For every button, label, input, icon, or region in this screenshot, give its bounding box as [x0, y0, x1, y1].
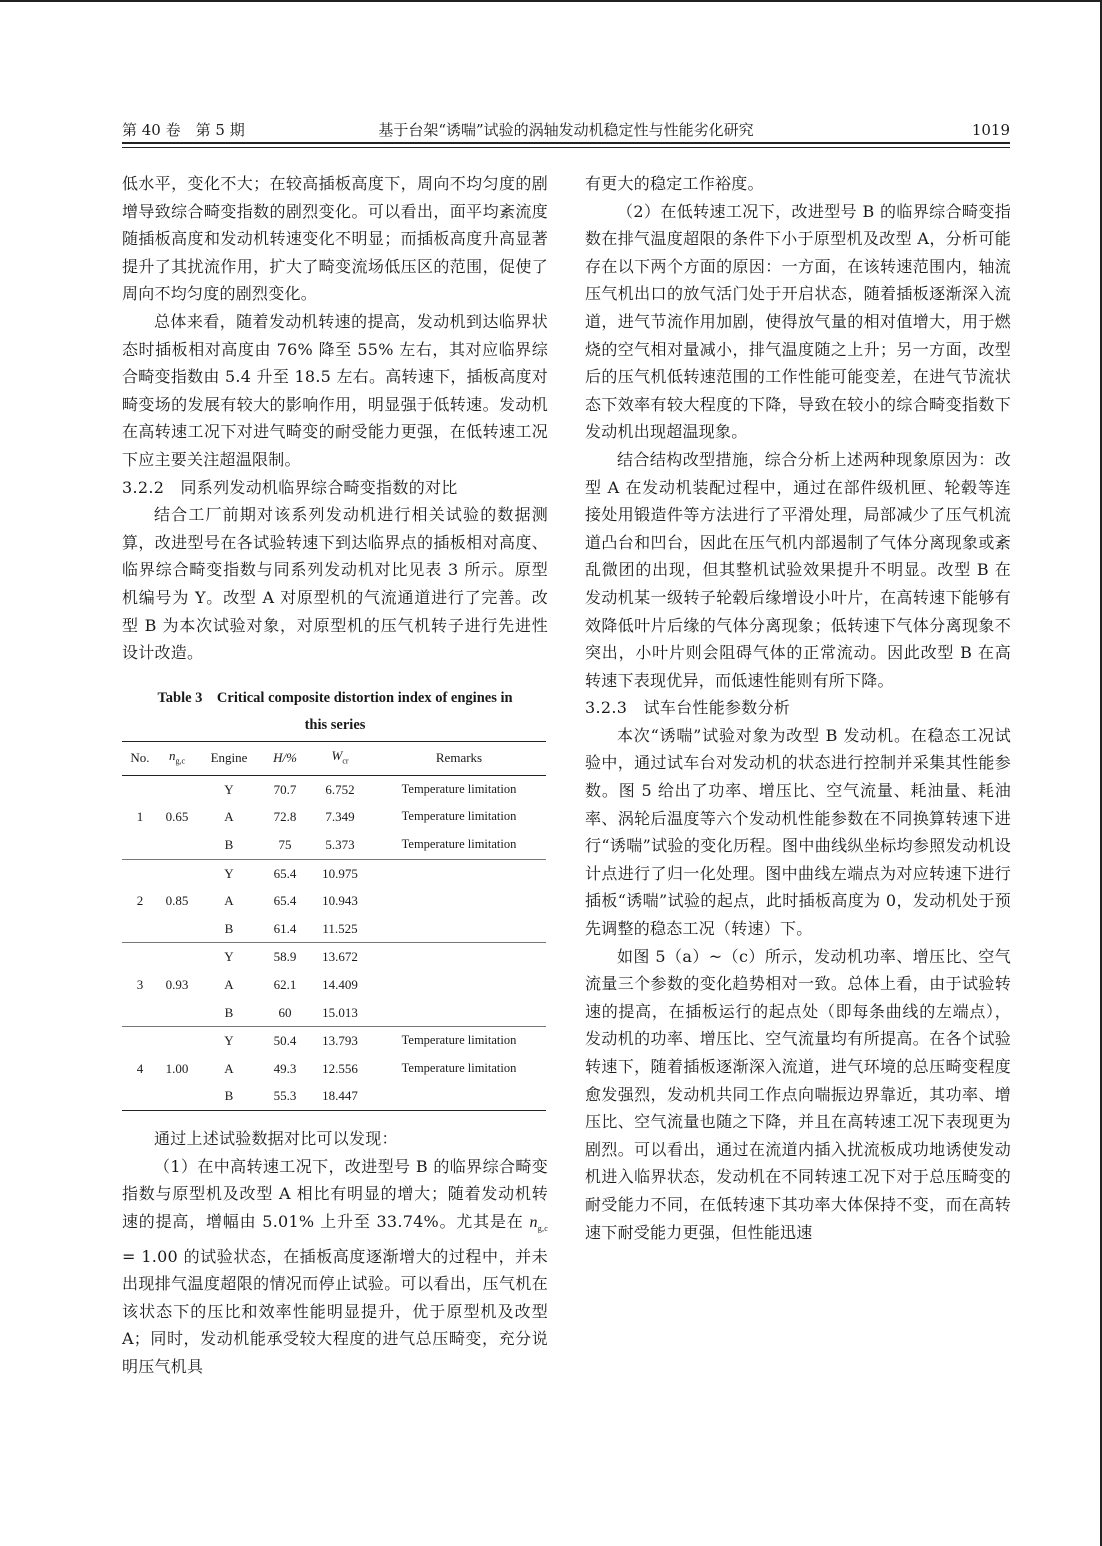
cell-w: 12.556 [322, 1060, 358, 1076]
cell-w: 7.349 [325, 809, 355, 825]
paragraph: 结合工厂前期对该系列发动机进行相关试验的数据测算，改进型号在各试验转速下到达临界点的插板相对高度、临界综合畸变指数与同系列发动机对比见表 3 所示。原型机编号为 Y。改型 A 对原型机的气流通道进行了完善。改型 B 为本次试验对象，对原型机的压气机转子进行先进性设计改造。 [122, 505, 548, 663]
cell-h: 49.3 [273, 1060, 297, 1076]
right-column [585, 170, 1011, 1246]
col-engine-header: Engine [210, 750, 248, 766]
cell-w: 18.447 [322, 1088, 358, 1104]
running-title: 基于台架“诱喘”试验的涡轴发动机稳定性与性能劣化研究 [378, 121, 754, 139]
paragraph: 总体来看，随着发动机转速的提高，发动机到达临界状态时插板相对高度由 76% 降至 55% 左右，其对应临界综合畸变指数由 5.4 升至 18.5 左右。高转速下，插板高度对畸变场的发展有较大的影响作用，明显强于低转速。发动机在高转速工况下对进气畸变的耐受能力更强，在低转速工况下应主要关注超温限制。 [122, 311, 548, 469]
table-group-2 [122, 859, 546, 943]
paragraph: 有更大的稳定工作裕度。 [585, 174, 764, 193]
n-symbol: $n_{g,c}$ [529, 1213, 548, 1233]
cell-remark: Temperature limitation [401, 837, 517, 852]
cell-h: 55.3 [273, 1088, 297, 1104]
table-group-3 [122, 943, 546, 1027]
section-heading-3-2-2: 3.2.2 同系列发动机临界综合畸变指数的对比 [122, 477, 458, 497]
cell-engine: B [224, 1088, 234, 1104]
cell-w: 13.793 [322, 1033, 358, 1049]
cell-remark: Temperature limitation [401, 781, 517, 796]
cell-remark: Temperature limitation [401, 809, 517, 824]
cell-engine: Y [224, 865, 234, 881]
table-row [122, 1027, 546, 1055]
cell-remark [372, 887, 546, 915]
cell-remark [372, 1082, 546, 1110]
table-3 [122, 741, 546, 1111]
cell-engine: A [224, 977, 234, 993]
cell-w: 11.525 [322, 920, 358, 936]
cell-remark [372, 943, 546, 971]
cell-no: 1 [136, 809, 144, 825]
table-row [122, 859, 546, 887]
left-column [122, 170, 548, 1381]
page-number: 1019 [971, 121, 1010, 139]
col-h-header: H/% [273, 750, 297, 766]
cell-h: 50.4 [273, 1033, 297, 1049]
cell-no: 3 [136, 977, 144, 993]
cell-n: 0.93 [165, 977, 189, 993]
cell-engine: A [224, 1060, 234, 1076]
cell-remark [372, 971, 546, 999]
cell-engine: Y [224, 781, 234, 797]
cell-w: 10.975 [322, 865, 358, 881]
cell-no: 2 [136, 893, 144, 909]
cell-w: 13.672 [322, 949, 358, 965]
cell-h: 61.4 [273, 920, 297, 936]
cell-h: 70.7 [273, 781, 297, 797]
header-rule-thin [122, 147, 1010, 148]
paragraph: 如图 5（a）~（c）所示，发动机功率、增压比、空气流量三个参数的变化趋势相对一致。总体上看，由于试验转速的提高，在插板运行的起点处（即每条曲线的左端点），发动机的功率、增压比、空气流量均有所提高。在各个试验转速下，随着插板逐渐深入流道，进气环境的总压畸变程度愈发强烈，发动机共同工作点向喘振边界靠近，其功率、增压比、空气流量也随之下降，并且在高转速工况下表现更为剧烈。可以看出，通过在流道内插入扰流板成功地诱使发动机进入临界状态，发动机在不同转速工况下对于总压畸变的耐受能力不同，在低转速下其功率大体保持不变，而在高转速下耐受能力更强，但性能迅速 [585, 946, 1011, 1242]
header-rule-thick [122, 142, 1010, 144]
cell-h: 72.8 [273, 809, 297, 825]
paragraph: 低水平，变化不大；在较高插板高度下，周向不均匀度的剧增导致综合畸变指数的剧烈变化。可以看出，面平均紊流度随插板高度和发动机转速变化不明显；而插板高度升高显著提升了其扰流作用，扩大了畸变流场低压区的范围，促使了周向不均匀度的剧烈变化。 [122, 174, 548, 304]
cell-remark [372, 915, 546, 943]
paragraph: （1）在中高转速工况下，改进型号 B 的临界综合畸变指数与原型机及改型 A 相比有明显的增大；随着发动机转速的提高，增幅由 5.01% 上升至 33.74%。尤其是在 $n_{g,c} = 1.00$ 的试验状态，在插板高度逐渐增大的过程中，并未出现排气温度超限的情况而停止试验。可以看出，压气机在该状态下的压比和效率性能明显提升，优于原型机及改型 A；同时，发动机能承受较大程度的进气总压畸变，充分说明压气机具 [122, 1156, 548, 1376]
cell-remark: Temperature limitation [401, 1060, 517, 1075]
cell-n: 0.65 [165, 809, 189, 825]
cell-no: 4 [136, 1060, 144, 1076]
col-no-header: No. [130, 750, 150, 766]
col-n-header: $n_{g,c}$ [168, 747, 186, 766]
table-row [122, 943, 546, 971]
cell-h: 75 [278, 837, 292, 853]
cell-engine: B [224, 1004, 234, 1020]
paragraph: 本次“诱喘”试验对象为改型 B 发动机。在稳态工况试验中，通过试车台对发动机的状态进行控制并采集其性能参数。图 5 给出了功率、增压比、空气流量、耗油量、耗油率、涡轮后温度等六个发动机性能参数在不同换算转速下进行“诱喘”试验的变化历程。图中曲线纵坐标均参照发动机设计点进行了归一化处理。图中曲线左端点为对应转速下进行插板“诱喘”试验的起点，此时插板高度为 0，发动机处于预先调整的稳态工况（转速）下。 [585, 725, 1011, 939]
cell-engine: B [224, 920, 234, 936]
cell-engine: Y [224, 1033, 234, 1049]
paragraph: （2）在低转速工况下，改进型号 B 的临界综合畸变指数在排气温度超限的条件下小于原型机及改型 A，分析可能存在以下两个方面的原因：一方面，在该转速范围内，轴流压气机出口的放气活门处于开启状态，随着插板逐渐深入流道，进气节流作用加剧，使得放气量的相对值增大，用于燃烧的空气相对量减小，排气温度随之上升；另一方面，改型后的压气机低转速范围的工作性能可能变差，在进气节流状态下效率有较大程度的下降，导致在较小的综合畸变指数下发动机出现超温现象。 [585, 201, 1011, 442]
cell-h: 65.4 [273, 865, 297, 881]
table-caption: Table 3 Critical composite distortion index of engines in this series [157, 689, 513, 733]
cell-engine: A [224, 809, 234, 825]
running-header [122, 114, 1010, 144]
cell-h: 58.9 [273, 949, 297, 965]
section-heading-3-2-3: 3.2.3 试车台性能参数分析 [585, 698, 791, 718]
table-group-4 [122, 1027, 546, 1111]
cell-engine: A [224, 893, 234, 909]
cell-remark: Temperature limitation [401, 1033, 517, 1048]
cell-engine: B [224, 837, 234, 853]
col-remarks-header: Remarks [435, 750, 483, 766]
journal-volume-issue: 第 40 卷 第 5 期 [122, 121, 245, 139]
table-group-1 [122, 775, 546, 859]
cell-w: 14.409 [322, 977, 358, 993]
cell-h: 65.4 [273, 893, 297, 909]
cell-h: 60 [278, 1004, 292, 1020]
col-w-header: $W_{cr}$ [331, 747, 349, 766]
cell-engine: Y [224, 949, 234, 965]
cell-w: 10.943 [322, 893, 358, 909]
cell-h: 62.1 [273, 977, 297, 993]
paragraph: 通过上述试验数据对比可以发现： [154, 1129, 398, 1148]
cell-n: 0.85 [165, 893, 189, 909]
cell-remark [372, 859, 546, 887]
cell-n: 1.00 [165, 1060, 189, 1076]
cell-remark [372, 999, 546, 1027]
cell-w: 5.373 [325, 837, 355, 853]
paragraph: 结合结构改型措施，综合分析上述两种现象原因为：改型 A 在发动机装配过程中，通过在部件级机匣、轮毂等连接处用锻造件等方法进行了平滑处理，局部减少了压气机流道凸台和凹台，因此在压气机内部遏制了气体分离现象或紊乱微团的出现，但其整机试验效果提升不明显。改型 B 在发动机某一级转子轮毂后缘增设小叶片，在高转速下能够有效降低叶片后缘的气体分离现象；低转速下气体分离现象不突出，小叶片则会阻碍气体的正常流动。因此改型 B 在高转速下表现优异，而低速性能则有所下降。 [585, 449, 1011, 690]
cell-w: 15.013 [322, 1004, 358, 1020]
table-row [122, 775, 546, 803]
cell-w: 6.752 [325, 781, 355, 797]
page-border-top [0, 0, 1102, 2]
table-header-row [122, 741, 546, 775]
